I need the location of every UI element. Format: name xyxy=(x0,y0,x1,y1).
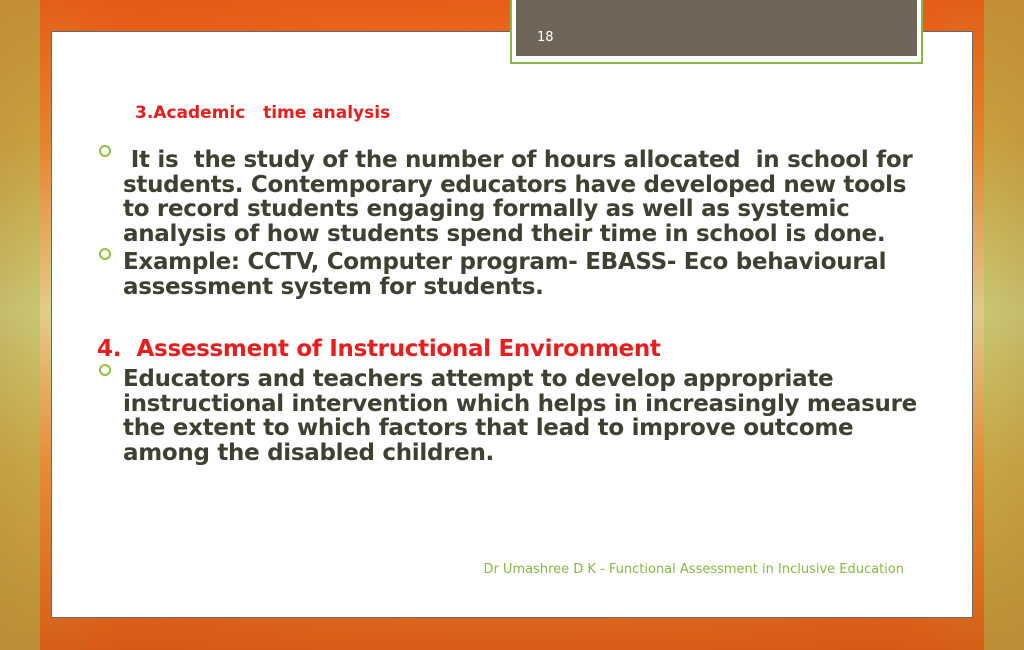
bullet-item: Example: CCTV, Computer program- EBASS- Eco behavioural assessment system for students. xyxy=(123,249,894,300)
background-stripe xyxy=(984,0,1024,650)
section-heading: 4. Assessment of Instructional Environment xyxy=(97,336,661,362)
bullet-item: Educators and teachers attempt to develop appropriate instructional intervention which helps in increasingly measure the extent to which factors that lead to improve outcome among the disabled children. xyxy=(123,366,925,466)
background-stripe xyxy=(0,0,40,650)
slide-footer: Dr Umashree D K - Functional Assessment in Inclusive Education xyxy=(483,562,904,577)
bullet-icon xyxy=(99,248,111,260)
slide-number-tab-fill xyxy=(516,0,917,56)
bullet-item: It is the study of the number of hours allocated in school for students. Contemporary educators have developed new tools to record students engaging formally as well as systemic analysis of how students spend their time in school is done. xyxy=(123,147,921,247)
bullet-icon xyxy=(99,145,111,157)
slide-number: 18 xyxy=(537,30,554,45)
slide-number-tab xyxy=(510,0,923,64)
bullet-icon xyxy=(99,364,111,376)
sub-heading: 3.Academic time analysis xyxy=(135,103,391,123)
